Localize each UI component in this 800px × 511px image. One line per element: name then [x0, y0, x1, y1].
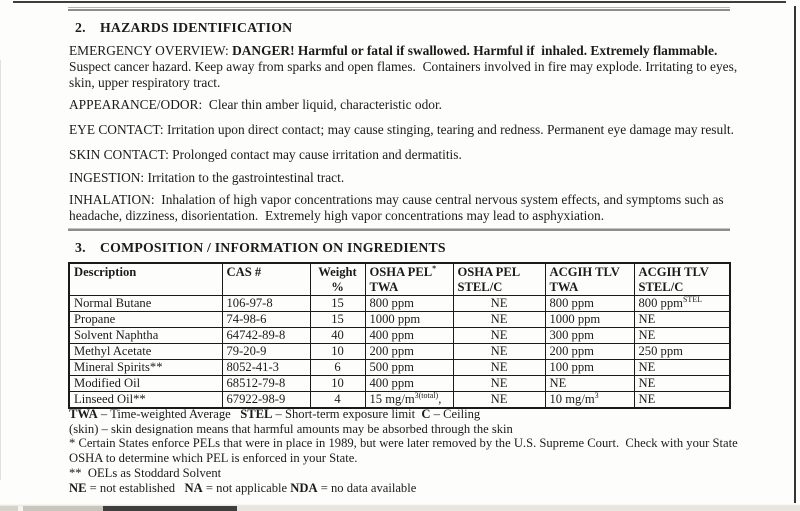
cell-osha-stel: NE: [453, 344, 545, 360]
cell-acgih-twa: NE: [545, 376, 634, 392]
col-header-osha-pel-twa: OSHA PEL* TWA: [365, 263, 453, 296]
table-row: [69, 392, 730, 409]
section-divider-mid: [68, 228, 730, 231]
statement-label: APPEARANCE/ODOR:: [69, 97, 203, 112]
paragraph-appearance-odor: [69, 97, 748, 113]
taskbar-sliver: [0, 504, 800, 511]
cell-osha-twa: 400 ppm: [365, 328, 453, 344]
statement-label: INHALATION:: [69, 192, 155, 207]
cell-acgih-twa: 200 ppm: [545, 344, 634, 360]
statement-label: INGESTION:: [69, 170, 145, 185]
emergency-overview-text: Suspect cancer hazard. Keep away from sparks and open flames. Containers involved in fire may explode. Irritating to eyes, skin, upper respiratory tract.: [69, 43, 741, 90]
cell-acgih-twa: 10 $mg/m^3$: [545, 392, 634, 409]
cell-acgih-stel: NE: [634, 328, 730, 344]
footnote-skin: (skin) – skin designation means that harmful amounts may be absorbed through the skin: [69, 421, 513, 436]
cell-acgih-stel: 800 ppm$^{STEL}$: [634, 296, 730, 312]
cell-osha-twa: 1000 ppm: [365, 312, 453, 328]
cell-cas: 64742-89-8: [222, 328, 310, 344]
footnote-abbreviations: TWA – Time-weighted Average STEL – Short-term exposure limit C – Ceiling: [69, 407, 481, 421]
section-heading-hazards: [75, 20, 292, 36]
paragraph-eye-contact: [69, 122, 748, 138]
cell-osha-twa: 200 ppm: [365, 344, 453, 360]
section-title: COMPOSITION / INFORMATION ON INGREDIENTS: [100, 240, 446, 255]
emergency-overview-danger-text: DANGER! Harmful or fatal if swallowed. Harmful if inhaled. Extremely flammable.: [232, 43, 718, 58]
table-row: [69, 344, 730, 360]
col-header-cas: CAS #: [222, 263, 310, 296]
col-header-weight: Weight %: [310, 263, 365, 296]
cell-osha-stel: NE: [453, 312, 545, 328]
cell-cas: 67922-98-9: [222, 392, 310, 409]
table-row: [69, 312, 730, 328]
page-left-border: [0, 60, 1, 480]
section-title: HAZARDS IDENTIFICATION: [100, 20, 293, 35]
section-heading-composition: [75, 240, 446, 256]
statement-text: Prolonged contact may cause irritation and dermatitis.: [168, 147, 462, 162]
cell-acgih-twa: 800 ppm: [545, 296, 634, 312]
paragraph-ingestion: [69, 170, 748, 186]
table-row: [69, 296, 730, 312]
cell-osha-stel: NE: [453, 376, 545, 392]
cell-description: Mineral Spirits**: [69, 360, 222, 376]
cell-description: Normal Butane: [69, 296, 222, 312]
cell-osha-stel: NE: [453, 296, 545, 312]
cell-cas: 79-20-9: [222, 344, 310, 360]
cell-cas: 68512-79-8: [222, 376, 310, 392]
cell-osha-twa: 800 ppm: [365, 296, 453, 312]
cell-cas: 106-97-8: [222, 296, 310, 312]
cell-acgih-stel: 250 ppm: [634, 344, 730, 360]
cell-description: Methyl Acetate: [69, 344, 222, 360]
section-number: 2.: [75, 20, 86, 35]
cell-cas: 74-98-6: [222, 312, 310, 328]
taskbar-left-button[interactable]: [0, 506, 18, 511]
cell-osha-twa: 500 ppm: [365, 360, 453, 376]
cell-acgih-stel: NE: [634, 376, 730, 392]
footnote-asterisk: * Certain States enforce PELs that were in place in 1989, but were later removed by the U.S. Supreme Court. Check with your State OSHA to determine which PEL is enforced in your State.: [69, 436, 741, 466]
cell-acgih-stel: NE: [634, 392, 730, 409]
cell-weight: 10: [310, 344, 365, 360]
paragraph-inhalation: [69, 192, 748, 224]
cell-description: Solvent Naphtha: [69, 328, 222, 344]
col-header-acgih-tlv-stel: ACGIH TLV STEL/C: [634, 263, 730, 296]
table-row: [69, 360, 730, 376]
table-row: [69, 376, 730, 392]
section-number: 3.: [75, 240, 86, 255]
cell-description: Propane: [69, 312, 222, 328]
section-divider-top: [68, 7, 730, 11]
statement-label: SKIN CONTACT:: [69, 147, 169, 162]
cell-osha-stel: NE: [453, 328, 545, 344]
cell-weight: 40: [310, 328, 365, 344]
col-header-acgih-tlv-twa: ACGIH TLV TWA: [545, 263, 634, 296]
cell-osha-twa: 400 ppm: [365, 376, 453, 392]
cell-description: Linseed Oil**: [69, 392, 222, 409]
col-header-description: Description: [69, 263, 222, 296]
page-top-border: [13, 1, 786, 3]
cell-acgih-stel: NE: [634, 312, 730, 328]
cell-osha-stel: NE: [453, 360, 545, 376]
statement-text: Irritation to the gastrointestinal tract.: [144, 170, 345, 185]
col-header-osha-pel-stel: OSHA PEL STEL/C: [453, 263, 545, 296]
table-footnotes: [69, 407, 759, 495]
footnote-double-asterisk: ** OELs as Stoddard Solvent: [69, 465, 222, 480]
cell-weight: 15: [310, 312, 365, 328]
paragraph-skin-contact: [69, 147, 748, 163]
cell-acgih-stel: NE: [634, 360, 730, 376]
footnote-ne-na-nda: NE = not established NA = not applicable NDA = no data available: [69, 480, 417, 495]
cell-cas: 8052-41-3: [222, 360, 310, 376]
taskbar-button-light[interactable]: [23, 506, 103, 511]
cell-description: Modified Oil: [69, 376, 222, 392]
page-right-border: [794, 6, 796, 503]
statement-text: Clear thin amber liquid, characteristic odor.: [202, 97, 443, 112]
emergency-overview-label: EMERGENCY OVERVIEW:: [69, 43, 233, 58]
cell-weight: 15: [310, 296, 365, 312]
statement-text: Irritation upon direct contact; may cause stinging, tearing and redness. Permanent eye damage may result.: [163, 122, 734, 137]
cell-weight: 10: [310, 376, 365, 392]
table-row: [69, 328, 730, 344]
statement-label: EYE CONTACT:: [69, 122, 164, 137]
cell-acgih-twa: 1000 ppm: [545, 312, 634, 328]
ingredients-table: [68, 262, 731, 409]
cell-osha-stel: NE: [453, 392, 545, 409]
statement-text: Inhalation of high vapor concentrations may cause central nervous system effects, and symptoms such as headache, dizziness, disorientation. Extremely high vapor concentrations may lead to asphyxiation.: [69, 192, 727, 223]
cell-osha-twa: 15 $mg/m^{3(total)}$,: [365, 392, 453, 409]
paragraph-emergency-overview: [69, 43, 748, 91]
table-header-row: [69, 263, 730, 296]
cell-weight: 6: [310, 360, 365, 376]
taskbar-button-dark[interactable]: [103, 506, 237, 511]
cell-acgih-twa: 300 ppm: [545, 328, 634, 344]
cell-weight: 4: [310, 392, 365, 409]
cell-acgih-twa: 100 ppm: [545, 360, 634, 376]
taskbar-body: [237, 506, 800, 511]
